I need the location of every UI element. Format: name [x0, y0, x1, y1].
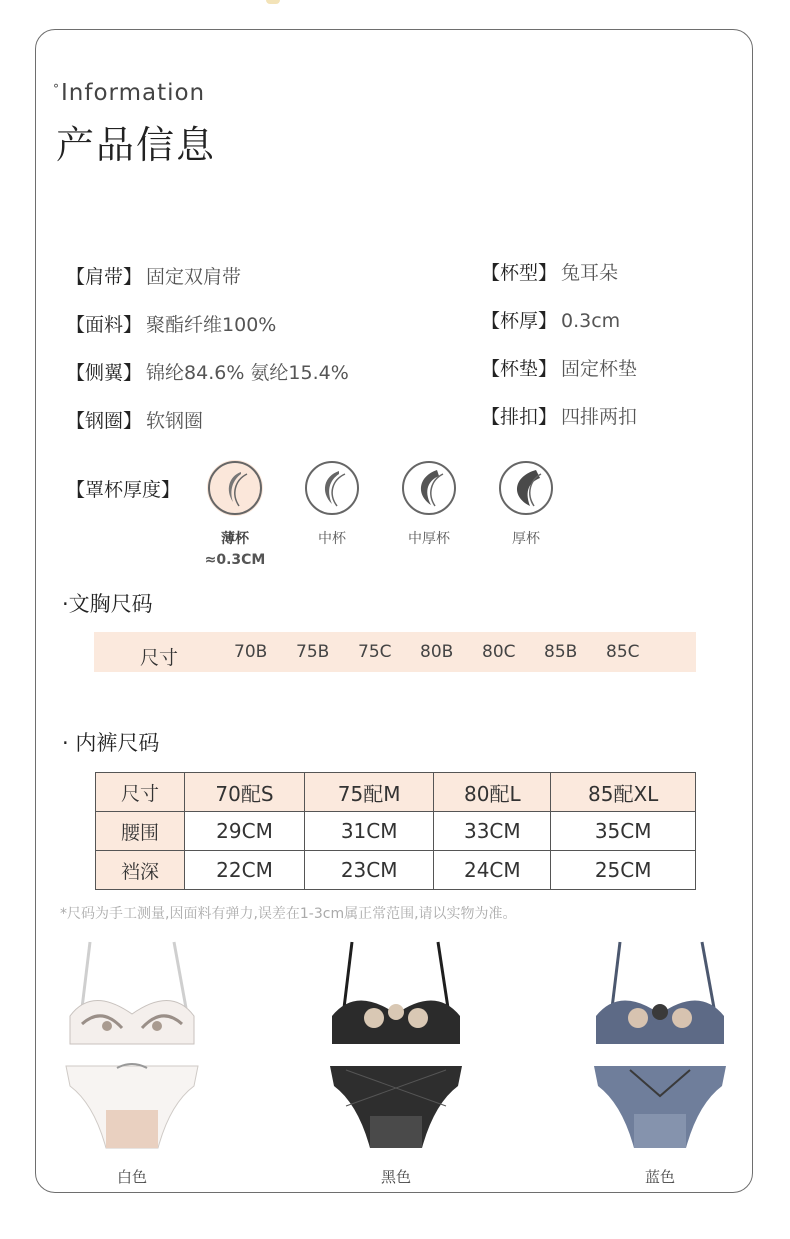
table-header-cell: 75配M — [305, 773, 434, 812]
bra-size-heading: ·文胸尺码 — [62, 592, 153, 616]
bra-size-bar — [94, 632, 696, 672]
table-cell: 23CM — [305, 851, 434, 890]
table-row — [96, 812, 696, 851]
table-row — [96, 851, 696, 890]
blue-set-image — [590, 936, 730, 1156]
spec-cup-pad: 【杯垫】 固定杯垫 — [481, 358, 638, 380]
cup-option-medium: 中杯 — [277, 460, 387, 548]
spec-strap: 【肩带】 固定双肩带 — [66, 266, 242, 288]
bra-size-item: 85C — [606, 642, 640, 662]
medium-thick-cup-icon — [401, 460, 457, 516]
panty-size-heading: · 内裤尺码 — [62, 731, 160, 755]
table-header-cell: 70配S — [185, 773, 305, 812]
table-cell: 33CM — [434, 812, 551, 851]
bra-size-item: 75B — [296, 642, 330, 662]
page-title: 产品信息 — [56, 123, 217, 167]
cup-option-thick: 厚杯 — [471, 460, 581, 548]
table-cell: 22CM — [185, 851, 305, 890]
table-cell: 25CM — [551, 851, 696, 890]
spec-fabric: 【面料】 聚酯纤维100% — [66, 314, 277, 336]
table-row-label: 腰围 — [96, 812, 185, 851]
spec-cup-type: 【杯型】 兔耳朵 — [481, 262, 619, 284]
thin-cup-icon — [207, 460, 263, 516]
color-name: 黑色 — [380, 1168, 411, 1186]
table-cell: 29CM — [185, 812, 305, 851]
table-header-cell: 85配XL — [551, 773, 696, 812]
black-set-image — [326, 936, 466, 1156]
table-header-cell: 尺寸 — [96, 773, 185, 812]
bra-size-item: 85B — [544, 642, 578, 662]
cup-option-medium-thick: 中厚杯 — [374, 460, 484, 548]
color-name: 蓝色 — [644, 1168, 675, 1186]
cup-option-thin: 薄杯 ≈0.3CM — [180, 460, 290, 568]
panty-size-table — [95, 772, 696, 890]
bra-size-item: 75C — [358, 642, 392, 662]
bra-size-item: 70B — [234, 642, 268, 662]
table-row-label: 裆深 — [96, 851, 185, 890]
table-header-row — [96, 773, 696, 812]
bra-size-item: 80C — [482, 642, 516, 662]
medium-cup-icon — [304, 460, 360, 516]
size-note: *尺码为手工测量,因面料有弹力,误差在1-3cm属正常范围,请以实物为准。 — [60, 906, 517, 922]
section-subtitle: °Information — [53, 80, 206, 106]
table-cell: 35CM — [551, 812, 696, 851]
table-header-cell: 80配L — [434, 773, 551, 812]
product-black — [326, 936, 466, 1187]
bra-size-label: 尺寸 — [140, 647, 179, 669]
thick-cup-icon — [498, 460, 554, 516]
spec-underwire: 【钢圈】 软钢圈 — [66, 410, 204, 432]
table-cell: 24CM — [434, 851, 551, 890]
spec-hook: 【排扣】 四排两扣 — [481, 406, 638, 428]
color-name: 白色 — [116, 1168, 147, 1186]
bra-size-item: 80B — [420, 642, 454, 662]
top-decoration — [266, 0, 280, 4]
cup-thickness-label: 【罩杯厚度】 — [66, 479, 181, 501]
white-set-image — [62, 936, 202, 1156]
spec-side-wing: 【侧翼】 锦纶84.6% 氨纶15.4% — [66, 362, 349, 384]
product-white — [62, 936, 202, 1187]
spec-cup-thickness: 【杯厚】 0.3cm — [481, 310, 621, 332]
table-cell: 31CM — [305, 812, 434, 851]
product-blue — [590, 936, 730, 1187]
